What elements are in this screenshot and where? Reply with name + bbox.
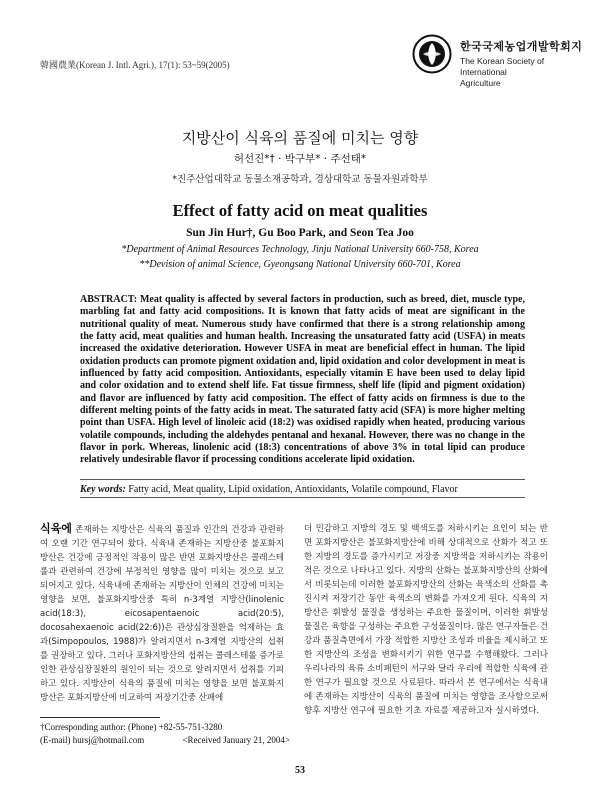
affiliation-english-2: **Devision of animal Science, Gyeongsang National University 660-701, Korea — [139, 259, 461, 270]
footnote-divider — [40, 717, 160, 718]
footnote-corresponding-author: †Corresponding author: (Phone) +82-55-751-3280 — [40, 722, 223, 732]
footnote — [40, 721, 290, 746]
body-left-text: 존재하는 지방산은 식육의 품질과 인간의 건강과 관련하여 오랜 기간 연구되어 왔다. 식육내 존재하는 지방산중 불포화지방산은 건강에 긍정적인 작용이 많은 반면 포화지방산은 콜레스테롤과 관련하여 건강에 부정적인 영향을 많이 미치는 것으로 보고 되어지고 있다. 식육내에 존재하는 지방산이 인체의 건강에 미치는 영향을 보면, 불포화지방산중 특히 n-3계열 지방산(linolenic acid(18:3), eicosapentaenoic acid(20:5), docosahexaenoic acid(22:6))은 관상심장질환을 억제하는 효과(Simpopoulos, 1988)가 알려지면서 n-3계열 지방산의 섭취를 권장하고 있다. 그러나 포화지방산의 섭취는 콜레스테롤 증가로 인한 관상심장질환의 원인이 되는 것으로 알려지면서 섭취를 기피하고 있다. 지방산이 식육의 품질에 미치는 영향을 보면 불포화지방산은 포화지방산에 비교하여 저장기간중 산패에 — [40, 525, 284, 703]
paper-title-english: Effect of fatty acid on meat qualities — [172, 201, 428, 220]
society-logo-icon — [412, 34, 452, 74]
footnote-email: (E-mail) hursj@hotmail.com — [40, 734, 145, 745]
paper-title-korean: 지방산이 식육의 품질에 미치는 영향 — [181, 129, 419, 147]
keywords-top-divider — [80, 479, 525, 480]
authors-english: Sun Jin Hur†, Gu Boo Park, and Seon Tea Joo — [186, 227, 414, 239]
abstract-label: ABSTRACT: — [80, 294, 138, 305]
footnote-received-date: <Received January 21, 2004> — [182, 734, 290, 745]
keywords-label: Key words: — [80, 484, 126, 495]
society-name-english-line1: The Korean Society of International — [460, 56, 545, 77]
authors-korean: 허선진*† · 박구부* · 주선태* — [233, 153, 367, 165]
footnote-line2 — [40, 734, 290, 747]
body-column-right — [304, 522, 548, 718]
body-lead-word: 식육에 — [40, 522, 72, 535]
affiliation-english-1: *Department of Animal Resources Technology, Jinju National University 660-758, Korea — [121, 244, 479, 255]
society-name-english — [460, 56, 590, 89]
body-column-left — [40, 522, 284, 705]
journal-reference: 韓國農業(Korean J. Intl. Agri.), 17(1): 53~59(2005) — [40, 60, 230, 70]
page-number: 53 — [295, 765, 305, 776]
society-name-english-line2: Agriculture — [460, 78, 501, 88]
society-name — [460, 38, 590, 89]
abstract — [80, 294, 525, 467]
keywords-bottom-divider — [80, 497, 525, 498]
affiliation-korean: *진주산업대학교 동물소재공학과, 경상대학교 동물자원과학부 — [172, 174, 428, 185]
keywords-text: Fatty acid, Meat quality, Lipid oxidation, Antioxidants, Volatile compound, Flavor — [128, 484, 458, 495]
keywords — [80, 484, 525, 495]
society-name-korean: 한국국제농업개발학회지 — [460, 40, 583, 53]
body-right-text: 더 민감하고 지방의 경도 및 백색도를 저하시키는 요인이 되는 반면 포화지방산은 불포화지방산에 비해 상대적으로 산화가 적고 또한 지방의 경도를 증가시키고 저장중 지방색을 저하시키는 작용이 적은 것으로 나타나고 있다. 지방의 산화는 불포화지방산의 산화에서 비롯되는데 이러한 불포화지방산의 산화는 육색소의 산화를 촉진시켜 저장기간 동안 육색소의 변화를 가져오게 된다. 식육의 지방산은 휘발성 물질을 생성하는 주요한 물질이며, 이러한 휘발성 물질은 육향을 구성하는 주요한 구성물질이다. 많은 연구자들은 건강과 품질측면에서 가장 적합한 지방산 조성과 비율을 제시하고 또한 지방산의 조성을 변화시키기 위한 연구를 수행해왔다. 그러나 우리나라의 육류 소비패턴이 서구와 달라 우리에 적합한 식육에 관한 연구가 필요할 것으로 사료된다. 따라서 본 연구에서는 식육내에 존재하는 지방산이 식육의 품질에 미치는 영향을 조사함으로써 향후 지방산 연구에 필요한 기초 자료를 제공하고자 실시하였다. — [304, 524, 548, 716]
abstract-text: Meat quality is affected by several factors in production, such as breed, diet, muscle type, marbling fat and fatty acid compositions. It is known that fatty acids of meat are significant in the nutritional quality of meat. Numerous study have confirmed that there is a strong relationship among the fatty acid, meat qualities and human health. Increasing the unsaturated fatty acid (USFA) in meats increased the oxidative deterioration. However USFA in meat are beneficial effect in human. The lipid oxidation products can promote pigment oxidation and, lipid oxidation and color development in meat is influenced by fatty acid composition. Antioxidants, especially vitamin E have been used to delay lipid and color oxidation and to extend shelf life. Fat tissue firmness, shelf life (lipid and pigment oxidation) and flavor are influenced by fatty acid composition. The effect of fatty acids on firmness is due to the different melting points of the fatty acids in meat. The saturated fatty acid (SFA) is more higher melting point than USFA. High level of linoleic acid (18:2) was oxidised rapidly when heated, producing various volatile compounds, including the aldehydes pentanal and hexanal. However, there was no change in the flavor in pork. Whereas, linolenic acid (18:3) concentrations of above 3% in total lipid can produce relatively undesirable flavor if processing conditions accelerate lipid oxidation. — [80, 294, 525, 466]
